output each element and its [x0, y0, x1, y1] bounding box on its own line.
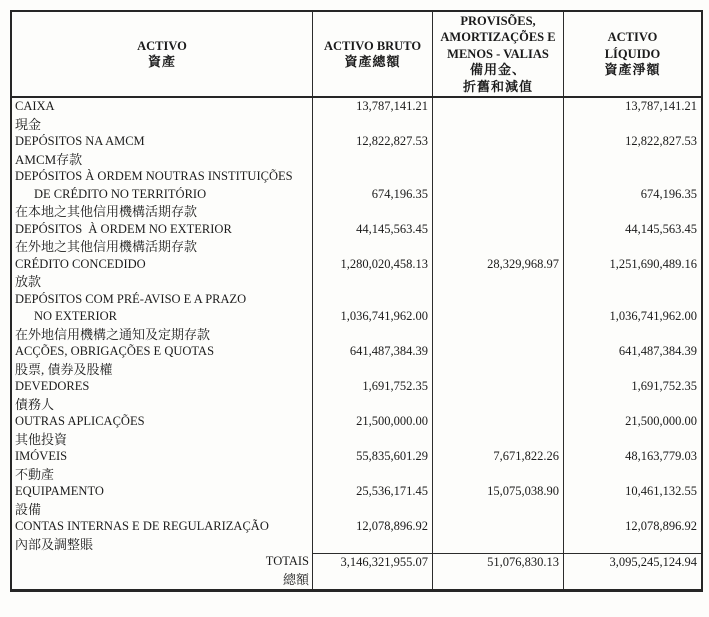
cell-value: 12,078,896.92	[625, 519, 697, 533]
row-bruto-cell	[312, 413, 432, 448]
header-label-pt: ACTIVO BRUTO	[323, 38, 422, 53]
cell-value: 1,036,741,962.00	[340, 309, 428, 323]
row-provisoes-cell	[432, 256, 563, 291]
cell-value: 674,196.35	[371, 186, 428, 201]
row-label-pt: CRÉDITO CONCEDIDO	[15, 256, 146, 271]
row-liquido-cell	[563, 256, 701, 291]
totals-liquido-cell	[563, 553, 701, 589]
row-bruto-cell	[312, 343, 432, 378]
row-label-cell	[12, 343, 312, 378]
row-label-pt: DEPÓSITOS À ORDEM NOUTRAS INSTITUIÇÕES	[15, 169, 293, 183]
row-liquido-cell	[563, 378, 701, 413]
header-label-pt: AMORTIZAÇÕES E	[440, 30, 556, 45]
cell-value: 12,822,827.53	[356, 134, 428, 148]
totals-label-pt: TOTAIS	[265, 554, 309, 568]
row-provisoes-cell	[432, 291, 563, 344]
header-label-pt: PROVISÕES,	[460, 13, 536, 28]
row-bruto-cell	[312, 483, 432, 518]
totals-provisoes-cell	[432, 553, 563, 589]
row-liquido-cell	[563, 448, 701, 483]
row-label-zh: 股票, 債券及股權	[15, 361, 113, 377]
row-label-zh: 放款	[15, 274, 42, 289]
row-liquido-cell	[563, 221, 701, 256]
row-liquido-cell	[563, 483, 701, 518]
cell-value: 21,500,000.00	[625, 414, 697, 428]
row-label-cell	[12, 483, 312, 518]
header-label-pt: ACTIVO	[607, 30, 658, 45]
row-label-cell	[12, 221, 312, 256]
row-bruto-cell	[312, 378, 432, 413]
row-label-cell	[12, 378, 312, 413]
cell-value: 674,196.35	[640, 186, 697, 201]
header-label-pt: MENOS - VALIAS	[447, 46, 549, 61]
row-label-zh: 內部及調整賬	[15, 536, 94, 552]
cell-value: 15,075,038.90	[487, 484, 559, 498]
cell-value: 13,787,141.21	[625, 99, 697, 113]
row-label-cell	[12, 413, 312, 448]
row-bruto-cell	[312, 168, 432, 221]
totals-value: 3,095,245,124.94	[609, 555, 697, 569]
row-bruto-cell	[312, 291, 432, 344]
row-label-zh: AMCM存款	[15, 151, 83, 167]
row-label-pt: DEPÓSITOS NA AMCM	[15, 134, 145, 148]
row-label-pt: DEPÓSITOS COM PRÉ-AVISO E A PRAZO	[15, 291, 247, 306]
row-label-pt: EQUIPAMENTO	[15, 484, 104, 498]
row-liquido-cell	[563, 133, 701, 168]
totals-value: 51,076,830.13	[487, 555, 559, 569]
row-label-pt: DEPÓSITOS À ORDEM NO EXTERIOR	[15, 221, 232, 236]
row-label-pt: CONTAS INTERNAS E DE REGULARIZAÇÃO	[15, 519, 269, 533]
header-label-zh: 資產淨額	[604, 62, 661, 78]
table-row	[12, 483, 701, 518]
cell-value: 12,078,896.92	[356, 519, 428, 533]
row-label-zh: 債務人	[15, 396, 55, 412]
cell-value: 21,500,000.00	[356, 414, 428, 428]
cell-value: 641,487,384.39	[618, 344, 697, 358]
row-label-zh: 在本地之其他信用機構活期存款	[15, 204, 198, 219]
row-bruto-cell	[312, 518, 432, 553]
table-row	[12, 413, 701, 448]
cell-value: 1,691,752.35	[362, 379, 428, 393]
cell-value: 1,036,741,962.00	[609, 309, 697, 323]
row-liquido-cell	[563, 291, 701, 344]
totals-label-cell	[12, 553, 312, 589]
row-liquido-cell	[563, 168, 701, 221]
row-label-cell	[12, 291, 312, 344]
totals-row	[12, 553, 701, 589]
row-label-pt: CAIXA	[15, 99, 55, 113]
table-row	[12, 256, 701, 291]
header-col-provisoes	[432, 12, 563, 96]
table-row	[12, 448, 701, 483]
header-col-activo-liquido	[563, 12, 701, 96]
row-label-cell	[12, 448, 312, 483]
row-label-cell	[12, 256, 312, 291]
table-row	[12, 518, 701, 553]
row-provisoes-cell	[432, 98, 563, 133]
cell-value: 55,835,601.29	[356, 449, 428, 463]
cell-value	[433, 133, 563, 151]
cell-value: 1,251,690,489.16	[609, 256, 697, 271]
row-bruto-cell	[312, 256, 432, 291]
totals-value: 3,146,321,955.07	[340, 555, 428, 569]
cell-value: 44,145,563.45	[625, 221, 697, 236]
row-label-pt: ACÇÕES, OBRIGAÇÕES E QUOTAS	[15, 344, 215, 358]
row-provisoes-cell	[432, 133, 563, 168]
row-bruto-cell	[312, 221, 432, 256]
header-label-pt: LÍQUIDO	[604, 46, 661, 61]
cell-value: 25,536,171.45	[356, 484, 428, 498]
cell-value	[433, 221, 563, 239]
totals-bruto-cell	[312, 553, 432, 589]
table-body	[12, 98, 701, 553]
row-provisoes-cell	[432, 448, 563, 483]
assets-table	[10, 10, 703, 592]
cell-value: 28,329,968.97	[487, 256, 559, 271]
row-liquido-cell	[563, 343, 701, 378]
row-provisoes-cell	[432, 378, 563, 413]
row-label-zh: 在外地信用機構之通知及定期存款	[15, 326, 211, 342]
row-label-cell	[12, 168, 312, 221]
row-label-pt: IMÓVEIS	[15, 449, 68, 463]
row-provisoes-cell	[432, 518, 563, 553]
table-header	[12, 12, 701, 98]
row-bruto-cell	[312, 133, 432, 168]
row-label-zh: 不動產	[15, 466, 55, 482]
header-label-pt: ACTIVO	[137, 38, 187, 53]
cell-value	[433, 98, 563, 116]
cell-value	[433, 186, 563, 204]
row-label-zh: 設備	[15, 501, 42, 517]
row-provisoes-cell	[432, 343, 563, 378]
cell-value: 10,461,132.55	[625, 484, 697, 498]
table-row	[12, 291, 701, 344]
table-row	[12, 378, 701, 413]
header-col-activo	[12, 12, 312, 96]
cell-value	[433, 378, 563, 396]
table-row	[12, 343, 701, 378]
row-liquido-cell	[563, 518, 701, 553]
totals-label-zh: 總額	[282, 571, 309, 587]
cell-value	[433, 308, 563, 326]
cell-value	[433, 413, 563, 431]
header-col-activo-bruto	[312, 12, 432, 96]
cell-value: 13,787,141.21	[356, 99, 428, 113]
row-label-pt: DE CRÉDITO NO TERRITÓRIO	[34, 186, 207, 201]
row-liquido-cell	[563, 413, 701, 448]
table-row	[12, 221, 701, 256]
table-row	[12, 133, 701, 168]
cell-value: 1,280,020,458.13	[340, 256, 428, 271]
cell-value: 48,163,779.03	[625, 449, 697, 463]
row-label-cell	[12, 133, 312, 168]
table-row	[12, 98, 701, 133]
cell-value: 12,822,827.53	[625, 134, 697, 148]
table-row	[12, 168, 701, 221]
row-bruto-cell	[312, 98, 432, 133]
row-liquido-cell	[563, 98, 701, 133]
header-label-zh: 折舊和減值	[462, 78, 533, 94]
cell-value	[433, 343, 563, 361]
row-provisoes-cell	[432, 221, 563, 256]
row-label-cell	[12, 98, 312, 133]
row-label-zh: 其他投資	[15, 431, 68, 447]
row-bruto-cell	[312, 448, 432, 483]
row-label-zh: 在外地之其他信用機構活期存款	[15, 239, 198, 254]
row-label-zh: 現金	[15, 116, 42, 132]
header-label-zh: 資產總額	[344, 54, 401, 69]
row-provisoes-cell	[432, 168, 563, 221]
row-label-pt: DEVEDORES	[15, 379, 90, 393]
row-label-pt: OUTRAS APLICAÇÕES	[15, 414, 145, 428]
cell-value: 44,145,563.45	[356, 221, 428, 236]
cell-value	[433, 518, 563, 536]
row-label-cell	[12, 518, 312, 553]
row-label-pt: NO EXTERIOR	[34, 309, 117, 323]
row-provisoes-cell	[432, 483, 563, 518]
cell-value: 1,691,752.35	[631, 379, 697, 393]
row-provisoes-cell	[432, 413, 563, 448]
cell-value: 7,671,822.26	[493, 449, 559, 463]
cell-value: 641,487,384.39	[349, 344, 428, 358]
header-label-zh: 資產	[147, 54, 176, 69]
header-label-zh: 備用金、	[469, 62, 526, 78]
